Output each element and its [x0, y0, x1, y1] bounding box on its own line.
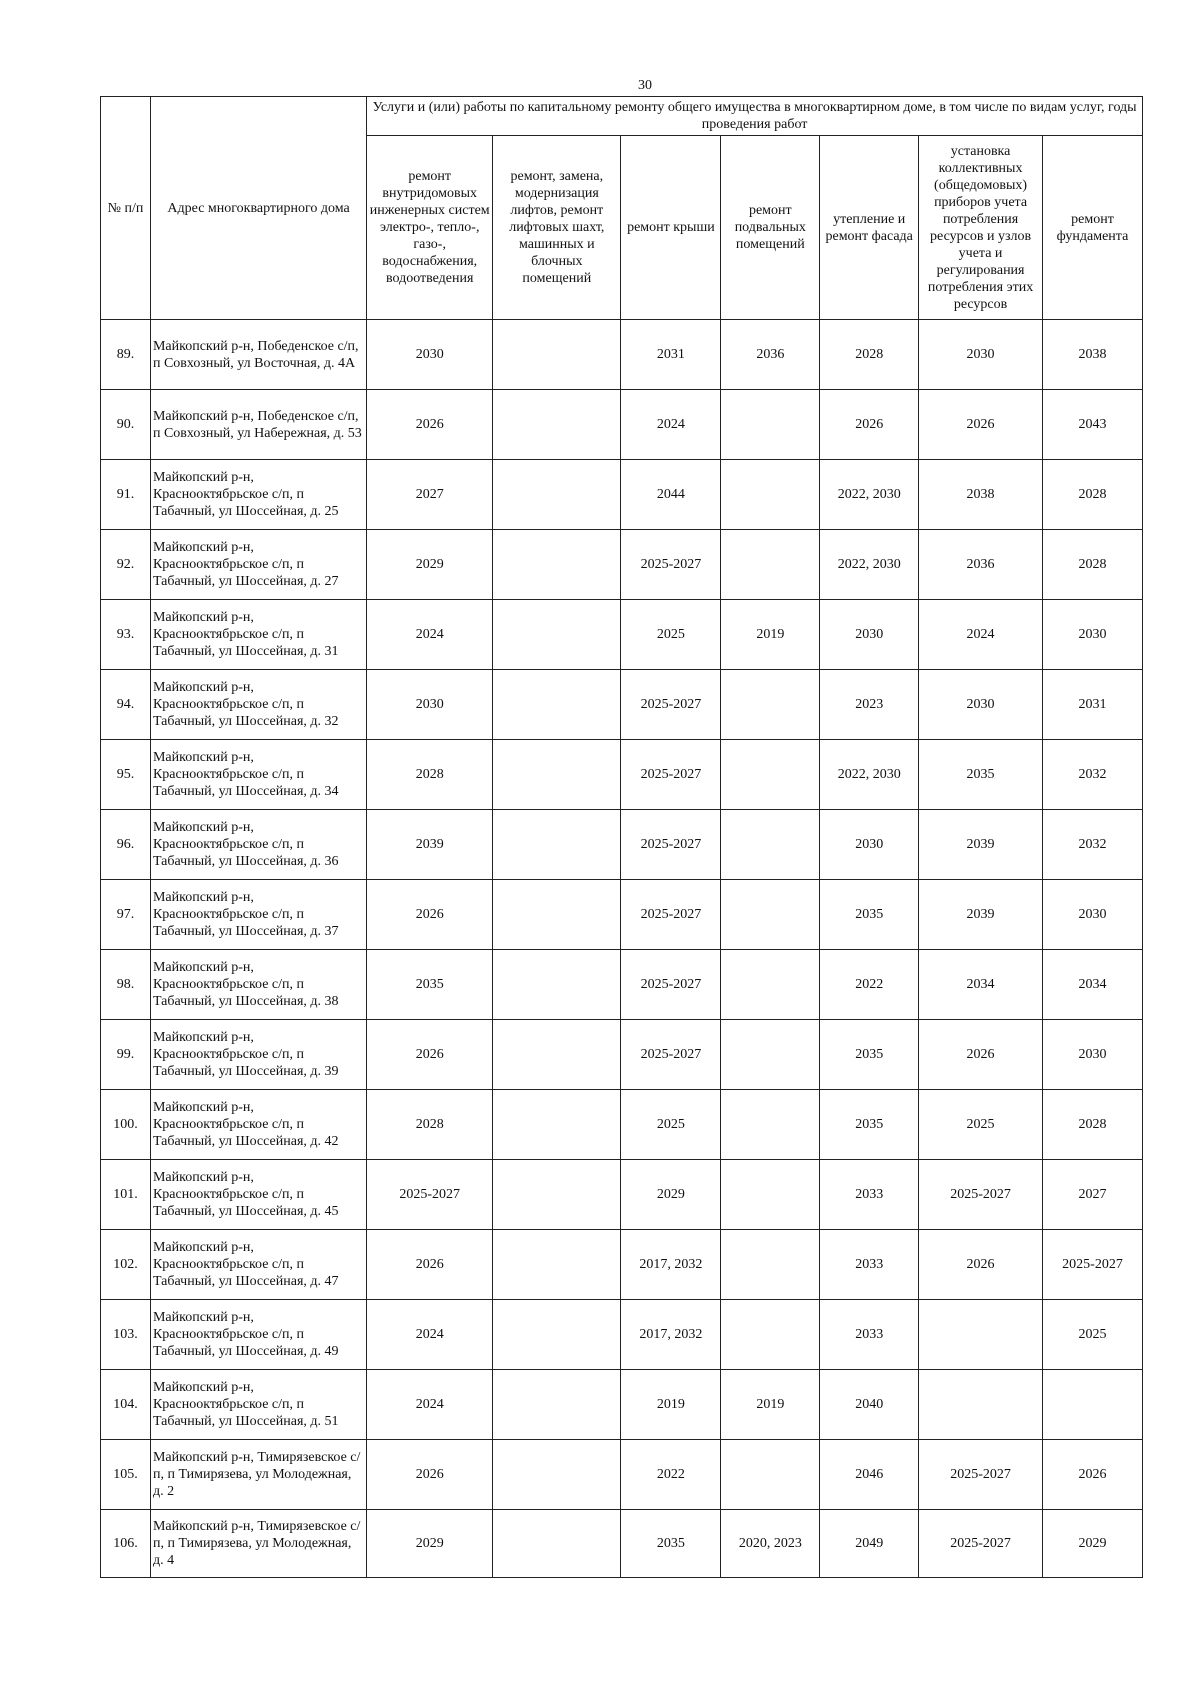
row-value-col-7: [1042, 1370, 1142, 1440]
row-value-col-6: 2034: [919, 950, 1043, 1020]
row-value-col-1: 2029: [367, 1510, 493, 1578]
row-value-col-2: [493, 1020, 621, 1090]
row-value-col-7: 2034: [1042, 950, 1142, 1020]
header-works-group: Услуги и (или) работы по капитальному ремонту общего имущества в многоквартирном доме, в том числе по видам услуг, годы проведения работ: [367, 97, 1143, 136]
row-address: Майкопский р-н, Краснооктябрьское с/п, п Табачный, ул Шоссейная, д. 49: [150, 1300, 366, 1370]
row-value-col-3: 2025-2027: [621, 670, 721, 740]
row-value-col-1: 2024: [367, 600, 493, 670]
row-value-col-3: 2044: [621, 460, 721, 530]
table-row: [101, 1160, 1143, 1230]
row-value-col-3: 2017, 2032: [621, 1230, 721, 1300]
row-value-col-2: [493, 1300, 621, 1370]
row-value-col-7: 2027: [1042, 1160, 1142, 1230]
row-value-col-5: 2033: [820, 1160, 919, 1230]
row-number: 99.: [101, 1020, 151, 1090]
repair-schedule-table: [100, 96, 1143, 1578]
row-value-col-1: 2024: [367, 1300, 493, 1370]
row-number: 95.: [101, 740, 151, 810]
row-number: 91.: [101, 460, 151, 530]
row-value-col-6: 2036: [919, 530, 1043, 600]
row-address: Майкопский р-н, Краснооктябрьское с/п, п Табачный, ул Шоссейная, д. 25: [150, 460, 366, 530]
row-value-col-6: 2025: [919, 1090, 1043, 1160]
row-address: Майкопский р-н, Краснооктябрьское с/п, п Табачный, ул Шоссейная, д. 34: [150, 740, 366, 810]
row-value-col-5: 2033: [820, 1230, 919, 1300]
row-value-col-6: 2025-2027: [919, 1160, 1043, 1230]
page-number: 30: [638, 78, 652, 93]
table-row: [101, 600, 1143, 670]
row-value-col-7: 2030: [1042, 880, 1142, 950]
table-body: [101, 320, 1143, 1578]
row-value-col-7: 2038: [1042, 320, 1142, 390]
table-row: [101, 950, 1143, 1020]
row-value-col-1: 2026: [367, 390, 493, 460]
table-row: [101, 390, 1143, 460]
row-value-col-5: 2026: [820, 390, 919, 460]
table-row: [101, 460, 1143, 530]
row-value-col-7: 2028: [1042, 1090, 1142, 1160]
row-value-col-1: 2027: [367, 460, 493, 530]
row-value-col-4: [721, 670, 820, 740]
row-value-col-5: 2028: [820, 320, 919, 390]
table-row: [101, 530, 1143, 600]
row-number: 102.: [101, 1230, 151, 1300]
row-value-col-6: 2039: [919, 880, 1043, 950]
table-row: [101, 1230, 1143, 1300]
row-value-col-1: 2025-2027: [367, 1160, 493, 1230]
row-value-col-2: [493, 670, 621, 740]
row-value-col-4: [721, 1160, 820, 1230]
row-value-col-4: [721, 810, 820, 880]
row-value-col-3: 2025-2027: [621, 1020, 721, 1090]
row-value-col-4: 2019: [721, 1370, 820, 1440]
row-value-col-4: [721, 950, 820, 1020]
row-address: Майкопский р-н, Тимирязевское с/п, п Тимирязева, ул Молодежная, д. 4: [150, 1510, 366, 1578]
row-value-col-2: [493, 1090, 621, 1160]
table-row: [101, 1510, 1143, 1578]
row-value-col-7: 2025-2027: [1042, 1230, 1142, 1300]
row-value-col-3: 2019: [621, 1370, 721, 1440]
row-value-col-5: 2022, 2030: [820, 740, 919, 810]
row-value-col-3: 2031: [621, 320, 721, 390]
row-number: 90.: [101, 390, 151, 460]
row-address: Майкопский р-н, Тимирязевское с/п, п Тимирязева, ул Молодежная, д. 2: [150, 1440, 366, 1510]
row-value-col-3: 2022: [621, 1440, 721, 1510]
row-value-col-6: 2025-2027: [919, 1440, 1043, 1510]
row-number: 89.: [101, 320, 151, 390]
row-address: Майкопский р-н, Краснооктябрьское с/п, п Табачный, ул Шоссейная, д. 51: [150, 1370, 366, 1440]
table-row: [101, 880, 1143, 950]
row-value-col-1: 2028: [367, 1090, 493, 1160]
row-value-col-2: [493, 1440, 621, 1510]
row-value-col-3: 2029: [621, 1160, 721, 1230]
table-row: [101, 1300, 1143, 1370]
row-value-col-2: [493, 1160, 621, 1230]
row-value-col-2: [493, 1370, 621, 1440]
row-value-col-1: 2026: [367, 1440, 493, 1510]
row-value-col-7: 2028: [1042, 460, 1142, 530]
row-value-col-5: 2035: [820, 1020, 919, 1090]
row-value-col-7: 2032: [1042, 740, 1142, 810]
row-value-col-7: 2026: [1042, 1440, 1142, 1510]
row-number: 92.: [101, 530, 151, 600]
row-value-col-6: 2030: [919, 320, 1043, 390]
table-row: [101, 1370, 1143, 1440]
row-value-col-2: [493, 390, 621, 460]
row-value-col-7: 2029: [1042, 1510, 1142, 1578]
row-value-col-6: 2038: [919, 460, 1043, 530]
header-address: Адрес многоквартирного дома: [150, 97, 366, 320]
row-address: Майкопский р-н, Краснооктябрьское с/п, п Табачный, ул Шоссейная, д. 37: [150, 880, 366, 950]
row-address: Майкопский р-н, Краснооктябрьское с/п, п Табачный, ул Шоссейная, д. 27: [150, 530, 366, 600]
table-row: [101, 1020, 1143, 1090]
row-number: 101.: [101, 1160, 151, 1230]
row-address: Майкопский р-н, Победенское с/п, п Совхозный, ул Восточная, д. 4А: [150, 320, 366, 390]
row-value-col-6: 2035: [919, 740, 1043, 810]
row-value-col-5: 2022, 2030: [820, 530, 919, 600]
row-value-col-3: 2025-2027: [621, 950, 721, 1020]
row-value-col-3: 2025: [621, 600, 721, 670]
header-col-roof: ремонт крыши: [621, 136, 721, 320]
row-value-col-6: 2024: [919, 600, 1043, 670]
row-value-col-7: 2031: [1042, 670, 1142, 740]
row-value-col-3: 2025-2027: [621, 740, 721, 810]
row-value-col-2: [493, 810, 621, 880]
row-value-col-5: 2040: [820, 1370, 919, 1440]
row-value-col-5: 2035: [820, 880, 919, 950]
table-row: [101, 320, 1143, 390]
row-address: Майкопский р-н, Краснооктябрьское с/п, п Табачный, ул Шоссейная, д. 36: [150, 810, 366, 880]
row-value-col-5: 2023: [820, 670, 919, 740]
header-col-foundation: ремонт фундамента: [1042, 136, 1142, 320]
row-value-col-7: 2028: [1042, 530, 1142, 600]
row-number: 100.: [101, 1090, 151, 1160]
row-value-col-2: [493, 530, 621, 600]
row-value-col-6: 2039: [919, 810, 1043, 880]
row-value-col-1: 2026: [367, 1020, 493, 1090]
row-value-col-1: 2026: [367, 880, 493, 950]
row-value-col-1: 2035: [367, 950, 493, 1020]
row-value-col-3: 2025-2027: [621, 810, 721, 880]
row-value-col-4: [721, 1090, 820, 1160]
row-value-col-1: 2024: [367, 1370, 493, 1440]
row-value-col-5: 2030: [820, 810, 919, 880]
header-col-engineering-systems: ремонт внутридомовых инженерных систем электро-, тепло-, газо-, водоснабжения, водоотведения: [367, 136, 493, 320]
row-value-col-3: 2024: [621, 390, 721, 460]
row-address: Майкопский р-н, Краснооктябрьское с/п, п Табачный, ул Шоссейная, д. 39: [150, 1020, 366, 1090]
row-value-col-7: 2032: [1042, 810, 1142, 880]
row-value-col-6: [919, 1300, 1043, 1370]
row-value-col-1: 2030: [367, 320, 493, 390]
row-number: 97.: [101, 880, 151, 950]
row-value-col-4: [721, 1230, 820, 1300]
row-value-col-1: 2026: [367, 1230, 493, 1300]
header-col-elevators: ремонт, замена, модернизация лифтов, ремонт лифтовых шахт, машинных и блочных помещений: [493, 136, 621, 320]
row-number: 98.: [101, 950, 151, 1020]
row-value-col-6: 2026: [919, 390, 1043, 460]
row-value-col-4: [721, 1440, 820, 1510]
row-value-col-1: 2039: [367, 810, 493, 880]
row-number: 94.: [101, 670, 151, 740]
row-value-col-5: 2046: [820, 1440, 919, 1510]
row-value-col-4: 2019: [721, 600, 820, 670]
row-value-col-1: 2030: [367, 670, 493, 740]
row-value-col-4: [721, 1020, 820, 1090]
row-value-col-2: [493, 320, 621, 390]
row-address: Майкопский р-н, Краснооктябрьское с/п, п Табачный, ул Шоссейная, д. 31: [150, 600, 366, 670]
row-value-col-2: [493, 1510, 621, 1578]
row-value-col-4: [721, 880, 820, 950]
header-col-meters: установка коллективных (общедомовых) приборов учета потребления ресурсов и узлов учета и регулирования потребления этих ресурсов: [919, 136, 1043, 320]
row-value-col-7: 2030: [1042, 1020, 1142, 1090]
row-value-col-3: 2017, 2032: [621, 1300, 721, 1370]
row-number: 104.: [101, 1370, 151, 1440]
row-value-col-2: [493, 950, 621, 1020]
row-value-col-7: 2030: [1042, 600, 1142, 670]
header-num: № п/п: [101, 97, 151, 320]
row-value-col-2: [493, 460, 621, 530]
row-value-col-4: [721, 740, 820, 810]
row-address: Майкопский р-н, Краснооктябрьское с/п, п Табачный, ул Шоссейная, д. 32: [150, 670, 366, 740]
table-row: [101, 810, 1143, 880]
row-value-col-4: [721, 530, 820, 600]
row-value-col-7: 2043: [1042, 390, 1142, 460]
row-value-col-5: 2049: [820, 1510, 919, 1578]
row-value-col-4: [721, 390, 820, 460]
row-address: Майкопский р-н, Краснооктябрьское с/п, п Табачный, ул Шоссейная, д. 47: [150, 1230, 366, 1300]
row-value-col-1: 2029: [367, 530, 493, 600]
table-header: [101, 97, 1143, 320]
row-value-col-2: [493, 740, 621, 810]
row-address: Майкопский р-н, Победенское с/п, п Совхозный, ул Набережная, д. 53: [150, 390, 366, 460]
row-value-col-6: 2025-2027: [919, 1510, 1043, 1578]
row-value-col-4: [721, 1300, 820, 1370]
row-value-col-7: 2025: [1042, 1300, 1142, 1370]
header-col-facade: утепление и ремонт фасада: [820, 136, 919, 320]
row-value-col-2: [493, 880, 621, 950]
table-row: [101, 740, 1143, 810]
row-value-col-2: [493, 600, 621, 670]
table-row: [101, 1440, 1143, 1510]
row-address: Майкопский р-н, Краснооктябрьское с/п, п Табачный, ул Шоссейная, д. 45: [150, 1160, 366, 1230]
row-value-col-4: [721, 460, 820, 530]
table-row: [101, 670, 1143, 740]
row-value-col-6: 2030: [919, 670, 1043, 740]
row-value-col-5: 2030: [820, 600, 919, 670]
row-value-col-5: 2022, 2030: [820, 460, 919, 530]
row-value-col-3: 2035: [621, 1510, 721, 1578]
table-row: [101, 1090, 1143, 1160]
row-value-col-6: 2026: [919, 1020, 1043, 1090]
row-value-col-6: [919, 1370, 1043, 1440]
row-number: 103.: [101, 1300, 151, 1370]
row-value-col-4: 2036: [721, 320, 820, 390]
header-col-basement: ремонт подвальных помещений: [721, 136, 820, 320]
row-value-col-3: 2025: [621, 1090, 721, 1160]
row-address: Майкопский р-н, Краснооктябрьское с/п, п Табачный, ул Шоссейная, д. 38: [150, 950, 366, 1020]
row-value-col-3: 2025-2027: [621, 880, 721, 950]
row-value-col-5: 2035: [820, 1090, 919, 1160]
row-value-col-6: 2026: [919, 1230, 1043, 1300]
row-value-col-3: 2025-2027: [621, 530, 721, 600]
row-number: 105.: [101, 1440, 151, 1510]
row-number: 96.: [101, 810, 151, 880]
row-value-col-2: [493, 1230, 621, 1300]
row-value-col-5: 2022: [820, 950, 919, 1020]
row-value-col-4: 2020, 2023: [721, 1510, 820, 1578]
row-address: Майкопский р-н, Краснооктябрьское с/п, п Табачный, ул Шоссейная, д. 42: [150, 1090, 366, 1160]
row-number: 93.: [101, 600, 151, 670]
row-value-col-1: 2028: [367, 740, 493, 810]
row-value-col-5: 2033: [820, 1300, 919, 1370]
row-number: 106.: [101, 1510, 151, 1578]
